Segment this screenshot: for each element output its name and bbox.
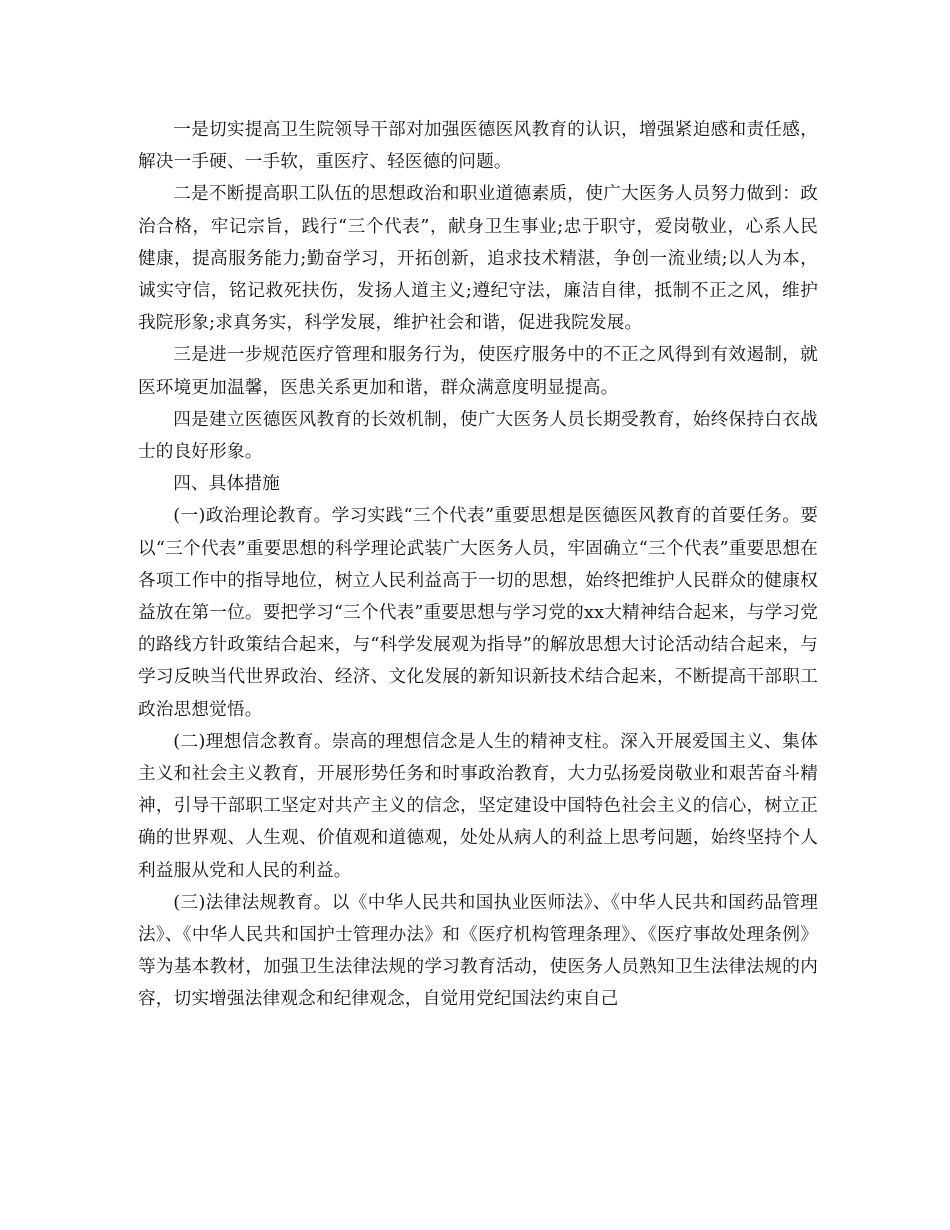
paragraph-ideal-belief-education: (二)理想信念教育。崇高的理想信念是人生的精神支柱。深入开展爱国主义、集体主义和社会主义教育，开展形势任务和时事政治教育，大力弘扬爱岗敬业和艰苦奋斗精神，引导干部职工坚定对共产主义的信念，坚定建设中国特色社会主义的信心，树立正确的世界观、人生观、价值观和道德观，处处从病人的利益上思考问题，始终坚持个人利益服从党和人民的利益。 [138, 731, 818, 881]
paragraph-law-education: (三)法律法规教育。以《中华人民共和国执业医师法》、《中华人民共和国药品管理法》、《中华人民共和国护士管理办法》和《医疗机构管理条理》、《医疗事故处理条例》等为基本教材，加强卫生法律法规的学习教育活动，使医务人员熟知卫生法律法规的内容，切实增强法律观念和纪律观念，自觉用党纪国法约束自己 [138, 892, 818, 1010]
paragraph-political-education: (一)政治理论教育。学习实践“三个代表”重要思想是医德医风教育的首要任务。要以“三个代表”重要思想的科学理论武装广大医务人员，牢固确立“三个代表”重要思想在各项工作中的指导地位，树立人民利益高于一切的思想，始终把维护人民群众的健康权益放在第一位。要把学习“三个代表”重要思想与学习党的xx大精神结合起来，与学习党的路线方针政策结合起来，与“科学发展观为指导”的解放思想大讨论活动结合起来，与学习反映当代世界政治、经济、文化发展的新知识新技术结合起来，不断提高干部职工政治思想觉悟。 [138, 506, 818, 720]
paragraph-goal-2: 二是不断提高职工队伍的思想政治和职业道德素质，使广大医务人员努力做到：政治合格，牢记宗旨，践行“三个代表”，献身卫生事业;忠于职守，爱岗敬业，心系人民健康，提高服务能力;勤奋学习，开拓创新，追求技术精湛，争创一流业绩;以人为本，诚实守信，铭记救死扶伤，发扬人道主义;遵纪守法，廉洁自律，抵制不正之风，维护我院形象;求真务实，科学发展，维护社会和谐，促进我院发展。 [138, 184, 818, 334]
paragraph-goal-4: 四是建立医德医风教育的长效机制，使广大医务人员长期受教育，始终保持白衣战士的良好形象。 [138, 409, 818, 463]
document-body [138, 114, 818, 1016]
paragraph-goal-3: 三是进一步规范医疗管理和服务行为，使医疗服务中的不正之风得到有效遏制，就医环境更加温馨，医患关系更加和谐，群众满意度明显提高。 [138, 345, 818, 398]
paragraph-goal-1: 一是切实提高卫生院领导干部对加强医德医风教育的认识，增强紧迫感和责任感，解决一手硬、一手软，重医疗、轻医德的问题。 [138, 120, 818, 173]
section-heading-measures: 四、具体措施 [173, 474, 280, 495]
